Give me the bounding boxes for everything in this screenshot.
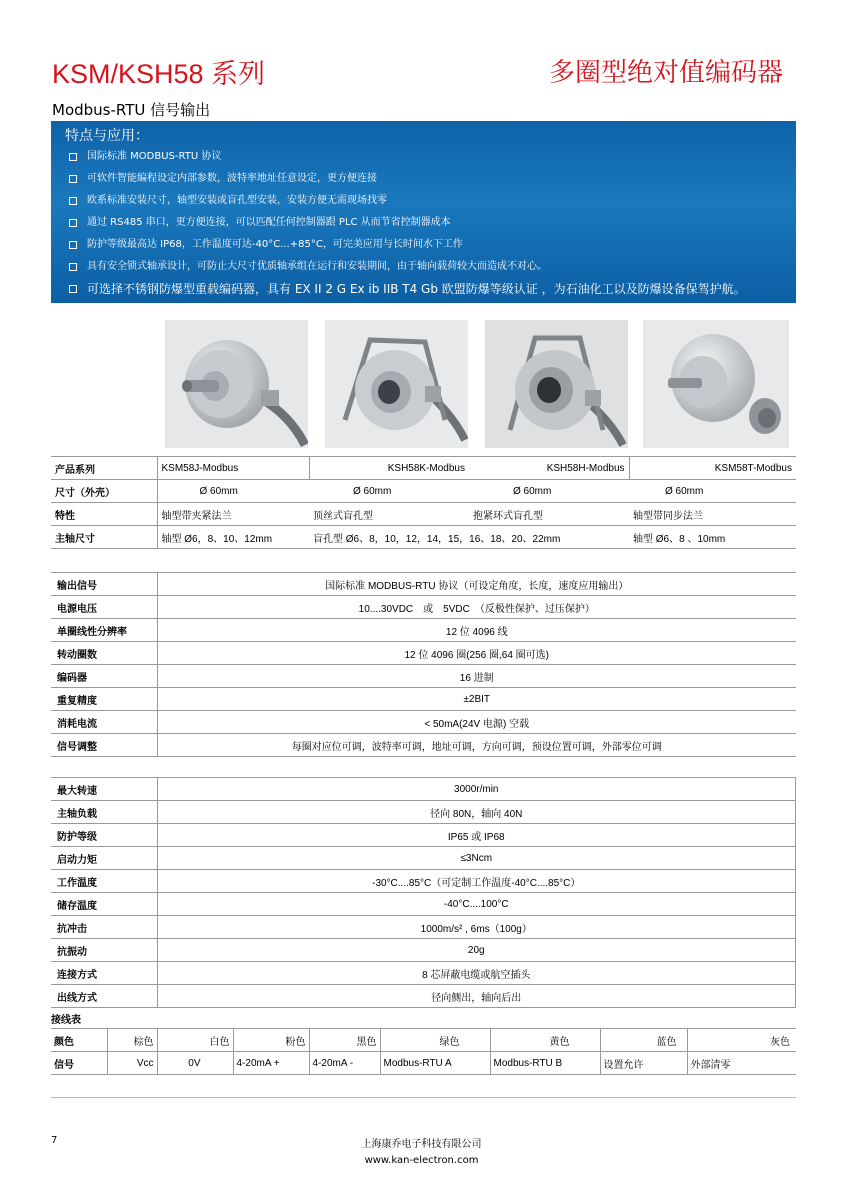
wiring-title: 接线表 [51, 1015, 81, 1026]
checkbox-icon [69, 263, 77, 271]
electrical-specs-table [51, 572, 796, 757]
wiring-table [51, 1028, 796, 1075]
table-row: 编码器 16 进制 [51, 665, 796, 688]
table-row: 特性 轴型带夹紧法兰 顶丝式盲孔型 抱紧环式盲孔型 轴型带同步法兰 [51, 503, 796, 526]
photo-ksm58j [165, 320, 308, 448]
checkbox-icon [69, 219, 77, 227]
feature-item: 欧系标准安装尺寸，轴型安装或盲孔型安装，安装方便无需现场找零 [69, 194, 746, 216]
mechanical-specs-table [51, 777, 796, 1008]
checkbox-icon [69, 197, 77, 205]
checkbox-icon [69, 175, 77, 183]
product-table [51, 456, 796, 549]
table-row: 信号 Vcc 0V 4-20mA + 4-20mA - Modbus-RTU A Modbus-RTU B 设置允许 外部清零 [51, 1052, 796, 1075]
feature-item: 防护等级最高达 IP68，工作温度可达-40°C...+85°C，可完美应用与长时间水下工作 [69, 238, 746, 260]
table-row: 抗冲击 1000m/s² , 6ms（100g） [51, 916, 796, 939]
feature-item: 可选择不锈钢防爆型重载编码器，具有 EX II 2 G Ex ib IIB T4 Gb 欧盟防爆等级认证 ，为石油化工以及防爆设备保驾护航。 [69, 282, 746, 304]
table-row: 防护等级 IP65 或 IP68 [51, 824, 796, 847]
signal-subtitle: Modbus-RTU 信号输出 [52, 101, 211, 119]
product-title: 多圈型绝对值编码器 [548, 58, 783, 88]
table-row: 颜色 棕色 白色 粉色 黑色 绿色 黄色 蓝色 灰色 [51, 1029, 796, 1052]
table-row: 输出信号 国际标准 MODBUS-RTU 协议（可设定角度，长度，速度应用输出） [51, 573, 796, 596]
feature-item: 通过 RS485 串口，更方便连接，可以匹配任何控制器跟 PLC 从而节省控制器成本 [69, 216, 746, 238]
website-link[interactable]: www.kan-electron.com [364, 1155, 479, 1166]
feature-item: 国际标准 MODBUS-RTU 协议 [69, 150, 746, 172]
features-panel [51, 121, 796, 303]
table-row: 主轴负载 径向 80N，轴向 40N [51, 801, 796, 824]
feature-item: 具有安全锁式轴承设计，可防止大尺寸优质轴承组在运行和安装期间，由于轴向载荷较大而造成不对心。 [69, 260, 746, 282]
checkbox-icon [69, 153, 77, 161]
table-row: 重复精度 ±2BIT [51, 688, 796, 711]
page-number: 7 [51, 1135, 58, 1146]
table-row: 主轴尺寸 轴型 Ø6，8、10、12mm 盲孔型 Ø6、8，10，12，14，15，16、18、20、22mm 轴型 Ø6、8 、10mm [51, 526, 796, 549]
company-name: 上海康乔电子科技有限公司 [361, 1139, 482, 1150]
table-row: 出线方式 径向侧出，轴向后出 [51, 985, 796, 1008]
checkbox-icon [69, 285, 77, 293]
table-row: 工作温度 -30°C....85°C（可定制工作温度-40°C....85°C） [51, 870, 796, 893]
table-row: 储存温度 -40°C....100°C [51, 893, 796, 916]
table-row: 转动圈数 12 位 4096 圈(256 圈,64 圈可选) [51, 642, 796, 665]
table-row: 单圈线性分辨率 12 位 4096 线 [51, 619, 796, 642]
features-list [69, 150, 746, 304]
table-row: 启动力矩 ≤3Ncm [51, 847, 796, 870]
table-row: 最大转速 3000r/min [51, 778, 796, 801]
checkbox-icon [69, 241, 77, 249]
table-row: 尺寸（外壳） Ø 60mm Ø 60mm Ø 60mm Ø 60mm [51, 480, 796, 503]
features-title: 特点与应用： [65, 128, 149, 144]
photo-ksh58h [485, 320, 628, 448]
table-row: 信号调整 每圈对应位可调，波特率可调，地址可调，方向可调，预设位置可调，外部零位可调 [51, 734, 796, 757]
table-row: 消耗电流 < 50mA(24V 电源) 空载 [51, 711, 796, 734]
table-row: 产品系列 KSM58J-Modbus KSH58K-Modbus KSH58H-Modbus KSM58T-Modbus [51, 457, 796, 480]
series-title: KSM/KSH58 系列 [52, 59, 266, 89]
feature-item: 可软件智能编程设定内部参数，波特率地址任意设定，更方便连接 [69, 172, 746, 194]
table-row: 抗振动 20g [51, 939, 796, 962]
table-row: 连接方式 8 芯屏蔽电缆或航空插头 [51, 962, 796, 985]
photo-ksm58t [643, 320, 789, 448]
photo-ksh58k [325, 320, 468, 448]
table-row: 电源电压 10....30VDC 或 5VDC （反极性保护、过压保护） [51, 596, 796, 619]
footer-divider [51, 1097, 796, 1098]
